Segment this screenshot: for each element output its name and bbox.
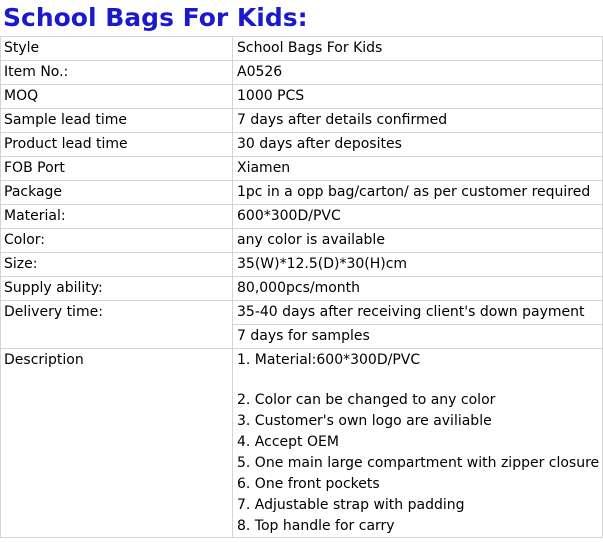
list-item: 3. Customer's own logo are aviliable [237,413,492,429]
table-row [1,205,603,229]
spec-label-size: Size: [1,253,233,277]
spec-label-product-lead-time: Product lead time [1,133,233,157]
spec-value-size: 35(W)*12.5(D)*30(H)cm [233,253,603,277]
table-row [1,253,603,277]
table-row [1,109,603,133]
list-item: 5. One main large compartment with zipper closure [237,455,600,471]
table-row [1,301,603,325]
spec-label-fob-port: FOB Port [1,157,233,181]
table-row [1,277,603,301]
table-row [1,349,603,538]
spec-value-delivery-samples: 7 days for samples [233,325,603,349]
list-item: 7. Adjustable strap with padding [237,497,465,513]
spec-table [0,36,603,538]
spec-value-item-no: A0526 [233,61,603,85]
spec-value-supply-ability: 80,000pcs/month [233,277,603,301]
spec-value-fob-port: Xiamen [233,157,603,181]
table-row [1,133,603,157]
spec-value-delivery-time: 35-40 days after receiving client's down payment [233,301,603,325]
spec-label-sample-lead-time: Sample lead time [1,109,233,133]
spec-label-supply-ability: Supply ability: [1,277,233,301]
spec-value-style: School Bags For Kids [233,37,603,61]
spec-value-product-lead-time: 30 days after deposites [233,133,603,157]
spec-label-moq: MOQ [1,85,233,109]
spec-label-delivery-time: Delivery time: [1,301,233,349]
spec-value-package: 1pc in a opp bag/carton/ as per customer required [233,181,603,205]
spec-label-color: Color: [1,229,233,253]
table-row [1,85,603,109]
list-item: 8. Top handle for carry [237,518,395,534]
spec-label-package: Package [1,181,233,205]
table-row [1,181,603,205]
spec-label-item-no: Item No.: [1,61,233,85]
spec-label-description: Description [1,349,233,538]
spec-value-moq: 1000 PCS [233,85,603,109]
list-item: 6. One front pockets [237,476,380,492]
spec-value-color: any color is available [233,229,603,253]
spec-value-sample-lead-time: 7 days after details confirmed [233,109,603,133]
table-row [1,229,603,253]
description-list [237,350,602,537]
spec-value-description [233,349,603,538]
list-item: 1. Material:600*300D/PVC [237,352,421,368]
page-title: School Bags For Kids: [3,3,308,32]
list-item: 4. Accept OEM [237,434,339,450]
spec-label-style: Style [1,37,233,61]
list-item: 2. Color can be changed to any color [237,392,496,408]
spec-value-material: 600*300D/PVC [233,205,603,229]
spec-label-material: Material: [1,205,233,229]
table-row [1,61,603,85]
table-row [1,157,603,181]
table-row [1,37,603,61]
